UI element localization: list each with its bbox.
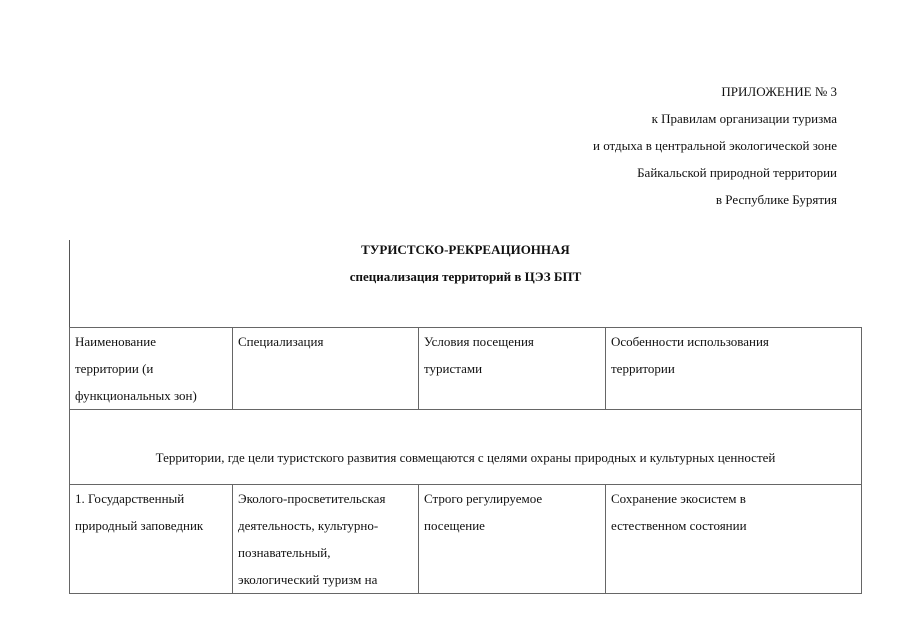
header-specialization: Специализация (233, 328, 419, 410)
table-section-row (70, 410, 862, 485)
appendix-header (593, 78, 837, 213)
cell-usage-features: Сохранение экосистем в естественном состоянии (606, 485, 862, 594)
appendix-line-1: к Правилам организации туризма (651, 111, 837, 126)
cell-territory-name: 1. Государственный природный заповедник (70, 485, 233, 594)
document-title (70, 236, 861, 290)
table-row (70, 485, 862, 594)
section-title: Территории, где цели туристского развития совмещаются с целями охраны природных и культурных ценностей (70, 410, 862, 485)
appendix-line-4: в Республике Бурятия (715, 192, 837, 207)
specialization-table (69, 327, 862, 594)
cell-visit-conditions: Строго регулируемое посещение (419, 485, 606, 594)
cell-specialization: Эколого-просветительская деятельность, культурно- познавательный, экологический туризм на (233, 485, 419, 594)
appendix-line-2: и отдыха в центральной экологической зоне (592, 138, 837, 153)
table-header-row (70, 328, 862, 410)
header-visit-conditions: Условия посещения туристами (419, 328, 606, 410)
header-territory-name: Наименование территории (и функциональных зон) (70, 328, 233, 410)
appendix-number: ПРИЛОЖЕНИЕ № 3 (721, 84, 837, 99)
title-line-1: ТУРИСТСКО-РЕКРЕАЦИОННАЯ (361, 242, 570, 257)
appendix-line-3: Байкальской природной территории (637, 165, 837, 180)
title-line-2: специализация территорий в ЦЭЗ БПТ (349, 269, 582, 284)
header-usage-features: Особенности использования территории (606, 328, 862, 410)
